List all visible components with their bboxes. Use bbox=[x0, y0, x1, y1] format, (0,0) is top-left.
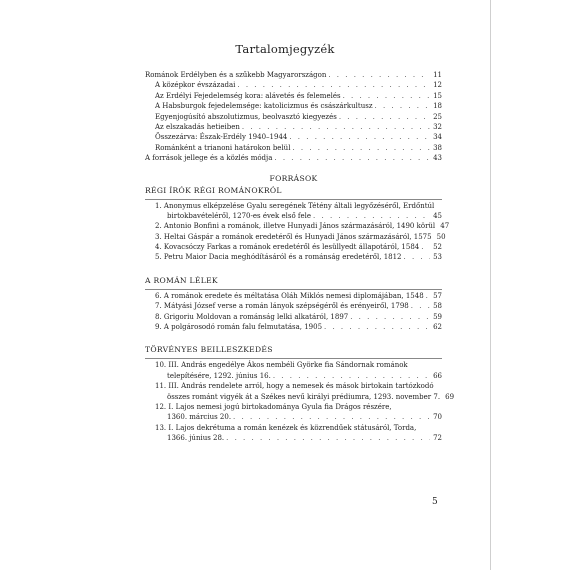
toc-entry: 6. A románok eredete és méltatása Oláh Miklós nemesi diplomájában, 1548 . . . 57 bbox=[145, 293, 442, 303]
toc-entry: 1. Anonymus elképzelése Gyalu seregének Tétény általi legyőzéséről, Erdőntúl bbox=[155, 201, 435, 210]
toc-entry-continuation: telepítésére, 1292. június 16. . . . 66 bbox=[145, 373, 442, 383]
toc-entry: 2. Antonio Bonfini a románok, illetve Hunyadi János származásáról, 1490 körül 47 bbox=[155, 222, 450, 231]
toc-entry-continuation: összes románt vigyék át a Székes nevű királyi prédiumra, 1293. november 7. 69 bbox=[167, 392, 455, 401]
toc-entry-continuation: 1366. június 28. . . . 72 bbox=[145, 435, 442, 445]
toc-entry: 11. III. András rendelete arról, hogy a nemesek és mások birtokain tartózkodó bbox=[155, 382, 434, 391]
sources-heading: FORRÁSOK bbox=[269, 173, 318, 183]
toc-entry: A középkor évszázadai . . . 12 bbox=[145, 82, 442, 92]
toc-entry: Az elszakadás hetieiben . . . 32 bbox=[145, 124, 442, 134]
toc-entry: A Habsburgok fejedelemsége: katolicizmus és császárkultusz . . . 18 bbox=[145, 103, 442, 113]
section-heading: A ROMÁN LÉLEK bbox=[145, 275, 218, 285]
toc-entry: Összezárva: Észak-Erdély 1940–1944 . . . 34 bbox=[145, 134, 442, 144]
page-number: 5 bbox=[432, 497, 438, 507]
section-heading: RÉGI ÍRÓK RÉGI ROMÁNOKRÓL bbox=[145, 185, 282, 195]
toc-entry: 3. Heltai Gáspár a románok eredetéről és Hunyadi János származásáról, 1575 50 bbox=[155, 232, 446, 241]
page-spine-edge bbox=[490, 0, 491, 570]
toc-entry: Románok Erdélyben és a szűkebb Magyarországon . . . 11 bbox=[145, 72, 442, 82]
toc-entry: Románként a trianoni határokon belül . . . 38 bbox=[145, 145, 442, 155]
section-rule bbox=[145, 289, 442, 290]
toc-entry: 12. I. Lajos nemesi jogú birtokadománya Gyula fia Drágos részére, bbox=[155, 402, 392, 411]
toc-entry: Egyenjogúsító abszolutizmus, beolvasztó kiegyezés . . . 25 bbox=[145, 114, 442, 124]
toc-entry: 5. Petru Maior Dacia meghódításáról és a románság eredetéről, 1812 . . . 53 bbox=[145, 254, 442, 264]
toc-entry: 7. Mátyási József verse a román lányok szépségéről és erényeiről, 1798 . . . 58 bbox=[145, 303, 442, 313]
toc-entry: 8. Grigoriu Moldovan a románság lelki alkatáról, 1897 . . . 59 bbox=[145, 314, 442, 324]
section-rule bbox=[145, 199, 442, 200]
page-title: Tartalomjegyzék bbox=[235, 42, 335, 56]
section-rule bbox=[145, 358, 442, 359]
toc-entry: 10. III. András engedélye Ákos nembéli Györke fia Sándornak románok bbox=[155, 361, 408, 370]
toc-entry-continuation: 1360. március 20. . . . 70 bbox=[145, 414, 442, 424]
toc-entry: Az Erdélyi Fejedelemség kora: alávetés és felemelés . . . 15 bbox=[145, 93, 442, 103]
toc-entry-continuation: birtokbavételéről, 1270-es évek első fele . . . 45 bbox=[145, 213, 442, 223]
toc-entry: 4. Kovacsóczy Farkas a románok eredetéről és lesüllyedt állapotáról, 1584 . . . 52 bbox=[145, 244, 442, 254]
table-of-contents bbox=[145, 71, 455, 446]
toc-entry: 13. I. Lajos dekrétuma a román kenézek és közrendűek státusáról, Torda, bbox=[155, 423, 417, 432]
section-heading: TÖRVÉNYES BEILLESZKEDÉS bbox=[145, 345, 273, 355]
toc-entry: A források jellege és a közlés módja . . . 43 bbox=[145, 155, 442, 165]
toc-entry: 9. A polgárosodó román falu felmutatása, 1905 . . . 62 bbox=[145, 324, 442, 334]
